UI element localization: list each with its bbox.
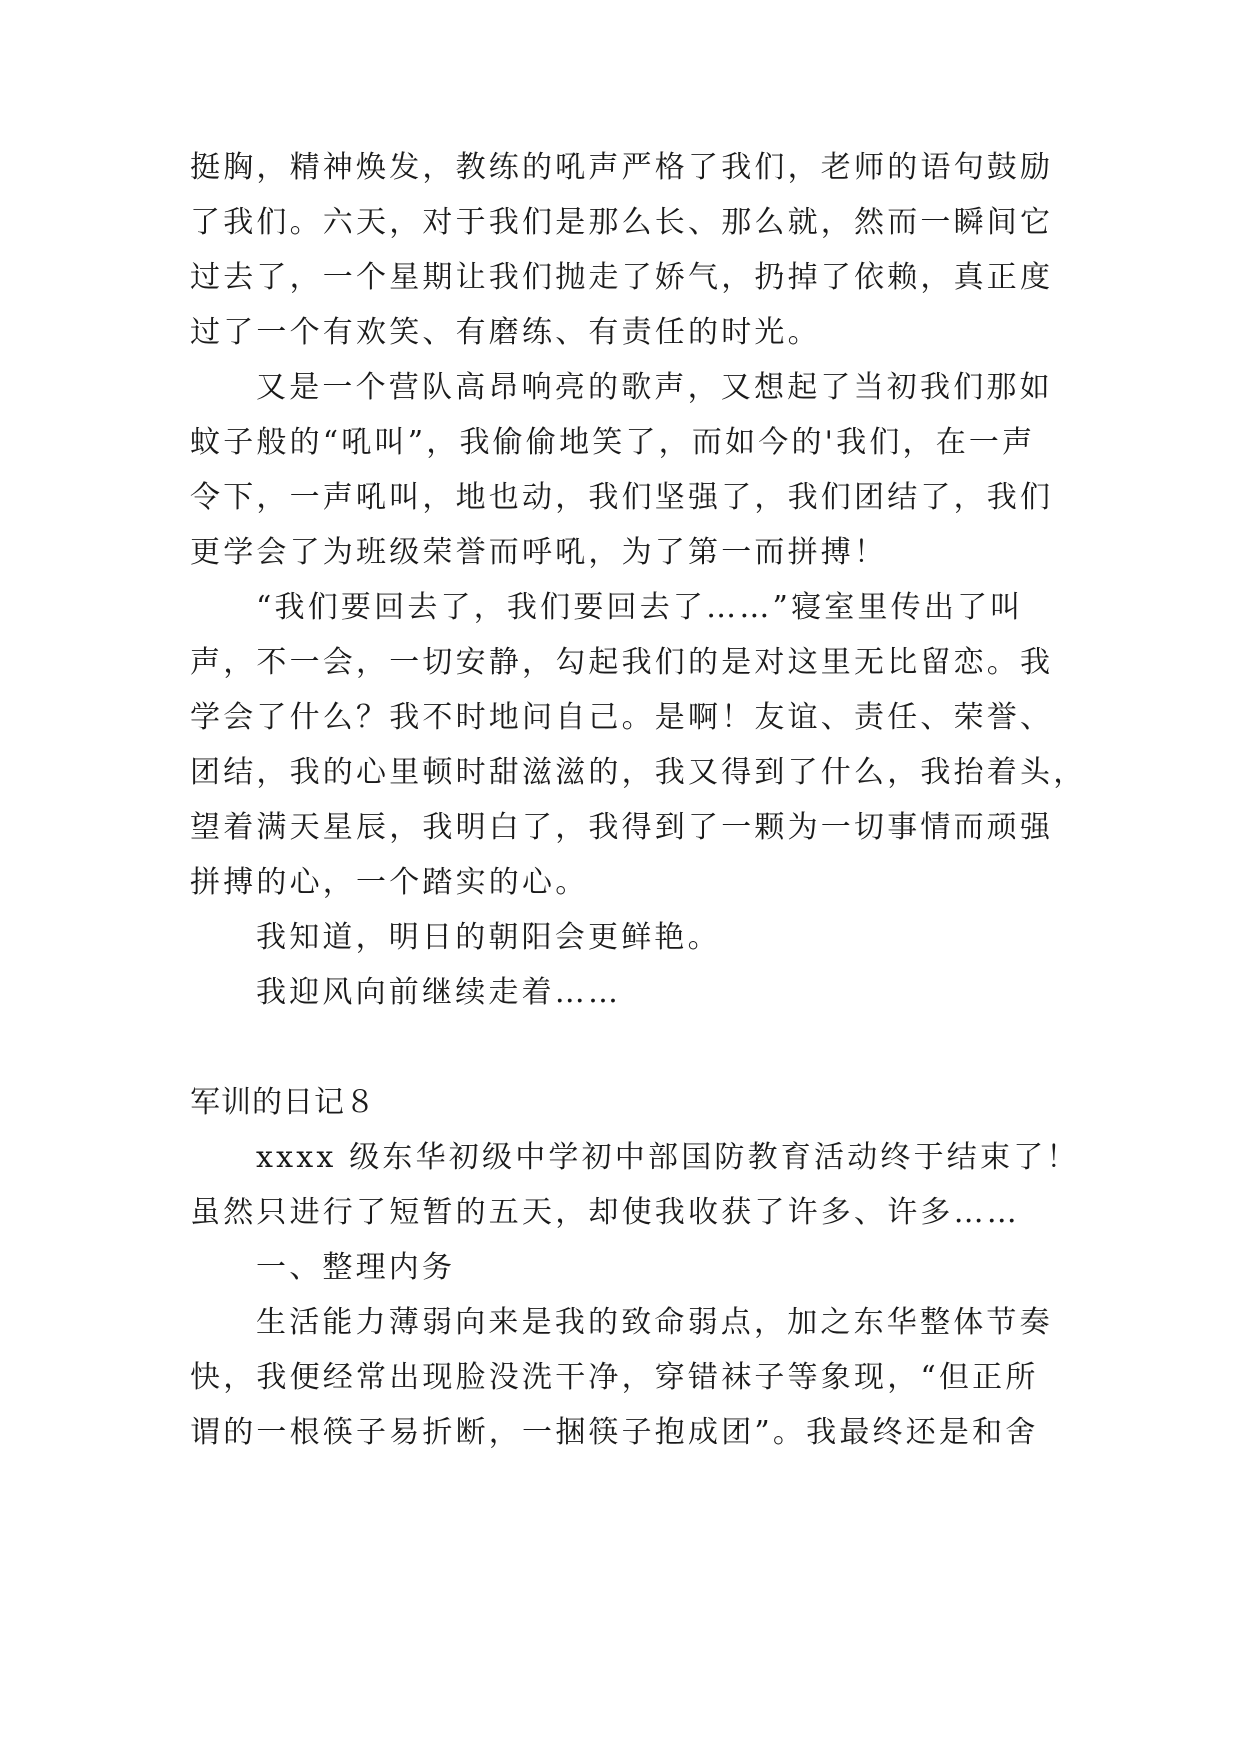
paragraph-line: xxxx 级东华初级中学初中部国防教育活动终于结束了！ [256, 1140, 1080, 1175]
paragraph-line: 了我们。六天，对于我们是那么长、那么就，然而一瞬间它 [190, 205, 1054, 240]
paragraph-line: 又是一个营队高昂响亮的歌声，又想起了当初我们那如 [256, 370, 1053, 405]
paragraph-line: 谓的一根筷子易折断，一捆筷子抱成团”。我最终还是和舍 [190, 1415, 1039, 1450]
paragraph-line: 声，不一会，一切安静，勾起我们的是对这里无比留恋。我 [190, 645, 1054, 680]
paragraph-line: 拼搏的心，一个踏实的心。 [190, 865, 589, 900]
subheading-line: 一、整理内务 [256, 1250, 456, 1285]
paragraph-line: 望着满天星辰，我明白了，我得到了一颗为一切事情而顽强 [190, 810, 1054, 845]
paragraph-line: 挺胸，精神焕发，教练的吼声严格了我们，老师的语句鼓励 [190, 150, 1054, 185]
paragraph-line: 我迎风向前继续走着…… [256, 975, 622, 1010]
paragraph-line: 过了一个有欢笑、有磨练、有责任的时光。 [190, 315, 821, 350]
paragraph-line: 更学会了为班级荣誉而呼吼，为了第一而拼搏！ [190, 535, 888, 570]
section-heading: 军训的日记８ [190, 1085, 376, 1120]
paragraph-line: 过去了，一个星期让我们抛走了娇气，扔掉了依赖，真正度 [190, 260, 1054, 295]
paragraph-line: 令下，一声吼叫，地也动，我们坚强了，我们团结了，我们 [190, 480, 1054, 515]
paragraph-line: 蚊子般的“吼叫”，我偷偷地笑了，而如今的'我们，在一声 [190, 425, 1036, 460]
paragraph-line: 虽然只进行了短暂的五天，却使我收获了许多、许多…… [190, 1195, 1020, 1230]
paragraph-line: 生活能力薄弱向来是我的致命弱点，加之东华整体节奏 [256, 1305, 1053, 1340]
paragraph-line: 团结，我的心里顿时甜滋滋的，我又得到了什么，我抬着头， [190, 755, 1087, 790]
paragraph-line: 我知道，明日的朝阳会更鲜艳。 [256, 920, 721, 955]
paragraph-line: “我们要回去了，我们要回去了……”寝室里传出了叫 [256, 590, 1024, 625]
paragraph-line: 学会了什么？我不时地问自己。是啊！友谊、责任、荣誉、 [190, 700, 1054, 735]
paragraph-line: 快，我便经常出现脸没洗干净，穿错袜子等象现，“但正所 [190, 1360, 1039, 1395]
